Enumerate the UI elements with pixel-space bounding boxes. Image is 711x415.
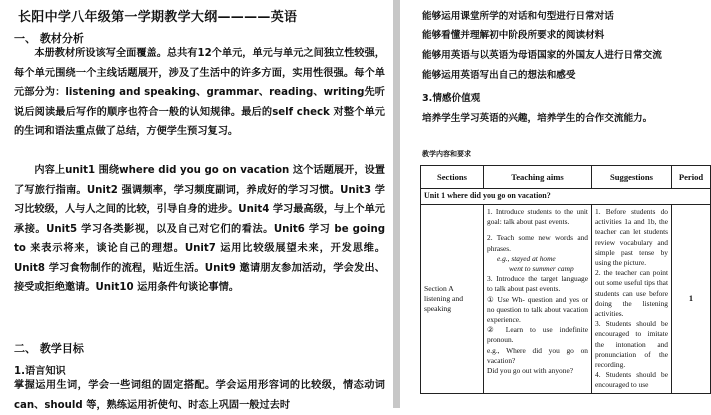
suggestions-cell <box>592 205 672 394</box>
table-row <box>421 205 711 394</box>
column-header-teaching-aims: Teaching aims <box>484 166 592 189</box>
section-heading-textbook-analysis: 一、 教材分析 <box>14 32 84 45</box>
table-row-unit <box>421 189 711 205</box>
suggestion-item: 4. Students should be encouraged to use <box>595 370 668 390</box>
aim-item: 1. Introduce students to the unit goal: talk about past events. <box>487 207 588 227</box>
paragraph-language-knowledge <box>14 376 385 415</box>
aim-item: 2. Teach some new words and phrases. <box>487 233 588 253</box>
period-cell: 1 <box>672 205 711 394</box>
subheading-language-knowledge: 1.语言知识 <box>14 366 66 377</box>
column-header-sections: Sections <box>421 166 484 189</box>
suggestion-item: 1. Before students do activities 1a and 1b, the teacher can let students review vocabulary and simple past tense by using the picture. <box>595 207 668 268</box>
emotion-values-text: 培养学生学习英语的兴趣，培养学生的合作交流能力。 <box>422 113 653 124</box>
column-header-period: Period <box>672 166 711 189</box>
aim-item: 3. Introduce the target language to talk about past events. <box>487 274 588 294</box>
paragraph-text: 本册教材所设该写全面覆盖。总共有12个单元，单元与单元之间独立性较强，每个单元围绕一个主线话题展开，涉及了生活中的许多方面，实用性很强。每个单元部分为：listening and speaking、grammar、reading、writing先听说后阅读最后写作的顺序也符合一般的认知规律。最后的self check 对整个单元的生词和语法重点做了总结，方便学生预习复习。 <box>14 48 385 137</box>
aims-cell <box>484 205 592 394</box>
document-title: 长阳中学八年级第一学期教学大纲————英语 <box>18 10 298 25</box>
skill-line: 能够用英语与以英语为母语国家的外国友人进行日常交流 <box>422 50 662 61</box>
skill-line: 能够运用英语写出自己的想法和感受 <box>422 70 576 81</box>
subheading-emotion-values: 3.情感价值观 <box>422 93 481 104</box>
skill-line: 能够运用课堂所学的对话和句型进行日常对话 <box>422 11 614 22</box>
teaching-plan-table <box>420 165 711 394</box>
paragraph-unit-contents <box>14 161 385 298</box>
document-page-right <box>400 0 704 408</box>
aim-example: Did you go out with anyone? <box>487 366 574 376</box>
suggestion-item: 2. the teacher can point out some useful tips that students can use before doing the listening activities. <box>595 268 668 319</box>
page-gutter <box>393 0 400 408</box>
table-header-row <box>421 166 711 189</box>
aim-item: ① Use Wh- question and yes or no question to talk about vacation experience. <box>487 294 588 325</box>
section-heading-teaching-goals: 二、 教学目标 <box>14 342 84 355</box>
suggestion-item: 3. Students should be encouraged to imitate the intonation and pronunciation of the recording. <box>595 319 668 370</box>
unit-title-cell: Unit 1 where did you go on vacation? <box>421 189 711 205</box>
section-cell: Section A listening and speaking <box>421 205 484 394</box>
table-caption: 教学内容和要求 <box>422 150 471 158</box>
aim-example: e.g., Where did you go on vacation? <box>487 345 588 365</box>
aim-item: ② Learn to use indefinite pronoun. <box>487 325 588 345</box>
aim-example: went to summer camp <box>509 264 574 274</box>
skill-line: 能够看懂并理解初中阶段所要求的阅读材料 <box>422 30 605 41</box>
paragraph-text: 掌握运用生词，学会一些词组的固定搭配。学会运用形容词的比较级，情态动词 can、should 等，熟练运用祈使句、时态上巩固一般过去时 <box>14 380 385 411</box>
aim-example: e.g., stayed at home <box>497 253 556 263</box>
paragraph-text: 内容上unit1 围绕where did you go on vacation 这个话题展开，设置了写旅行指南。Unit2 强调频率，学习频度副词，养成好的学习习惯。Unit3 学习比较级，人与人之间的比较，引导自身的进步。Unit4 学习最高级，与上个单元承接。Unit5 学习各类影视，以及自己对它们的看法。Unit6 学习 be going to 来表示将来，谈论自己的理想。Unit7 运用比较级展望未来，开发思维。Unit8 学习食物制作的流程，贴近生活。Unit9 邀请朋友参加活动，学会发出、接受或拒绝邀请。Unit10 运用条件句谈论事情。 <box>14 165 385 293</box>
column-header-suggestions: Suggestions <box>592 166 672 189</box>
paragraph-textbook-overview <box>14 44 385 142</box>
